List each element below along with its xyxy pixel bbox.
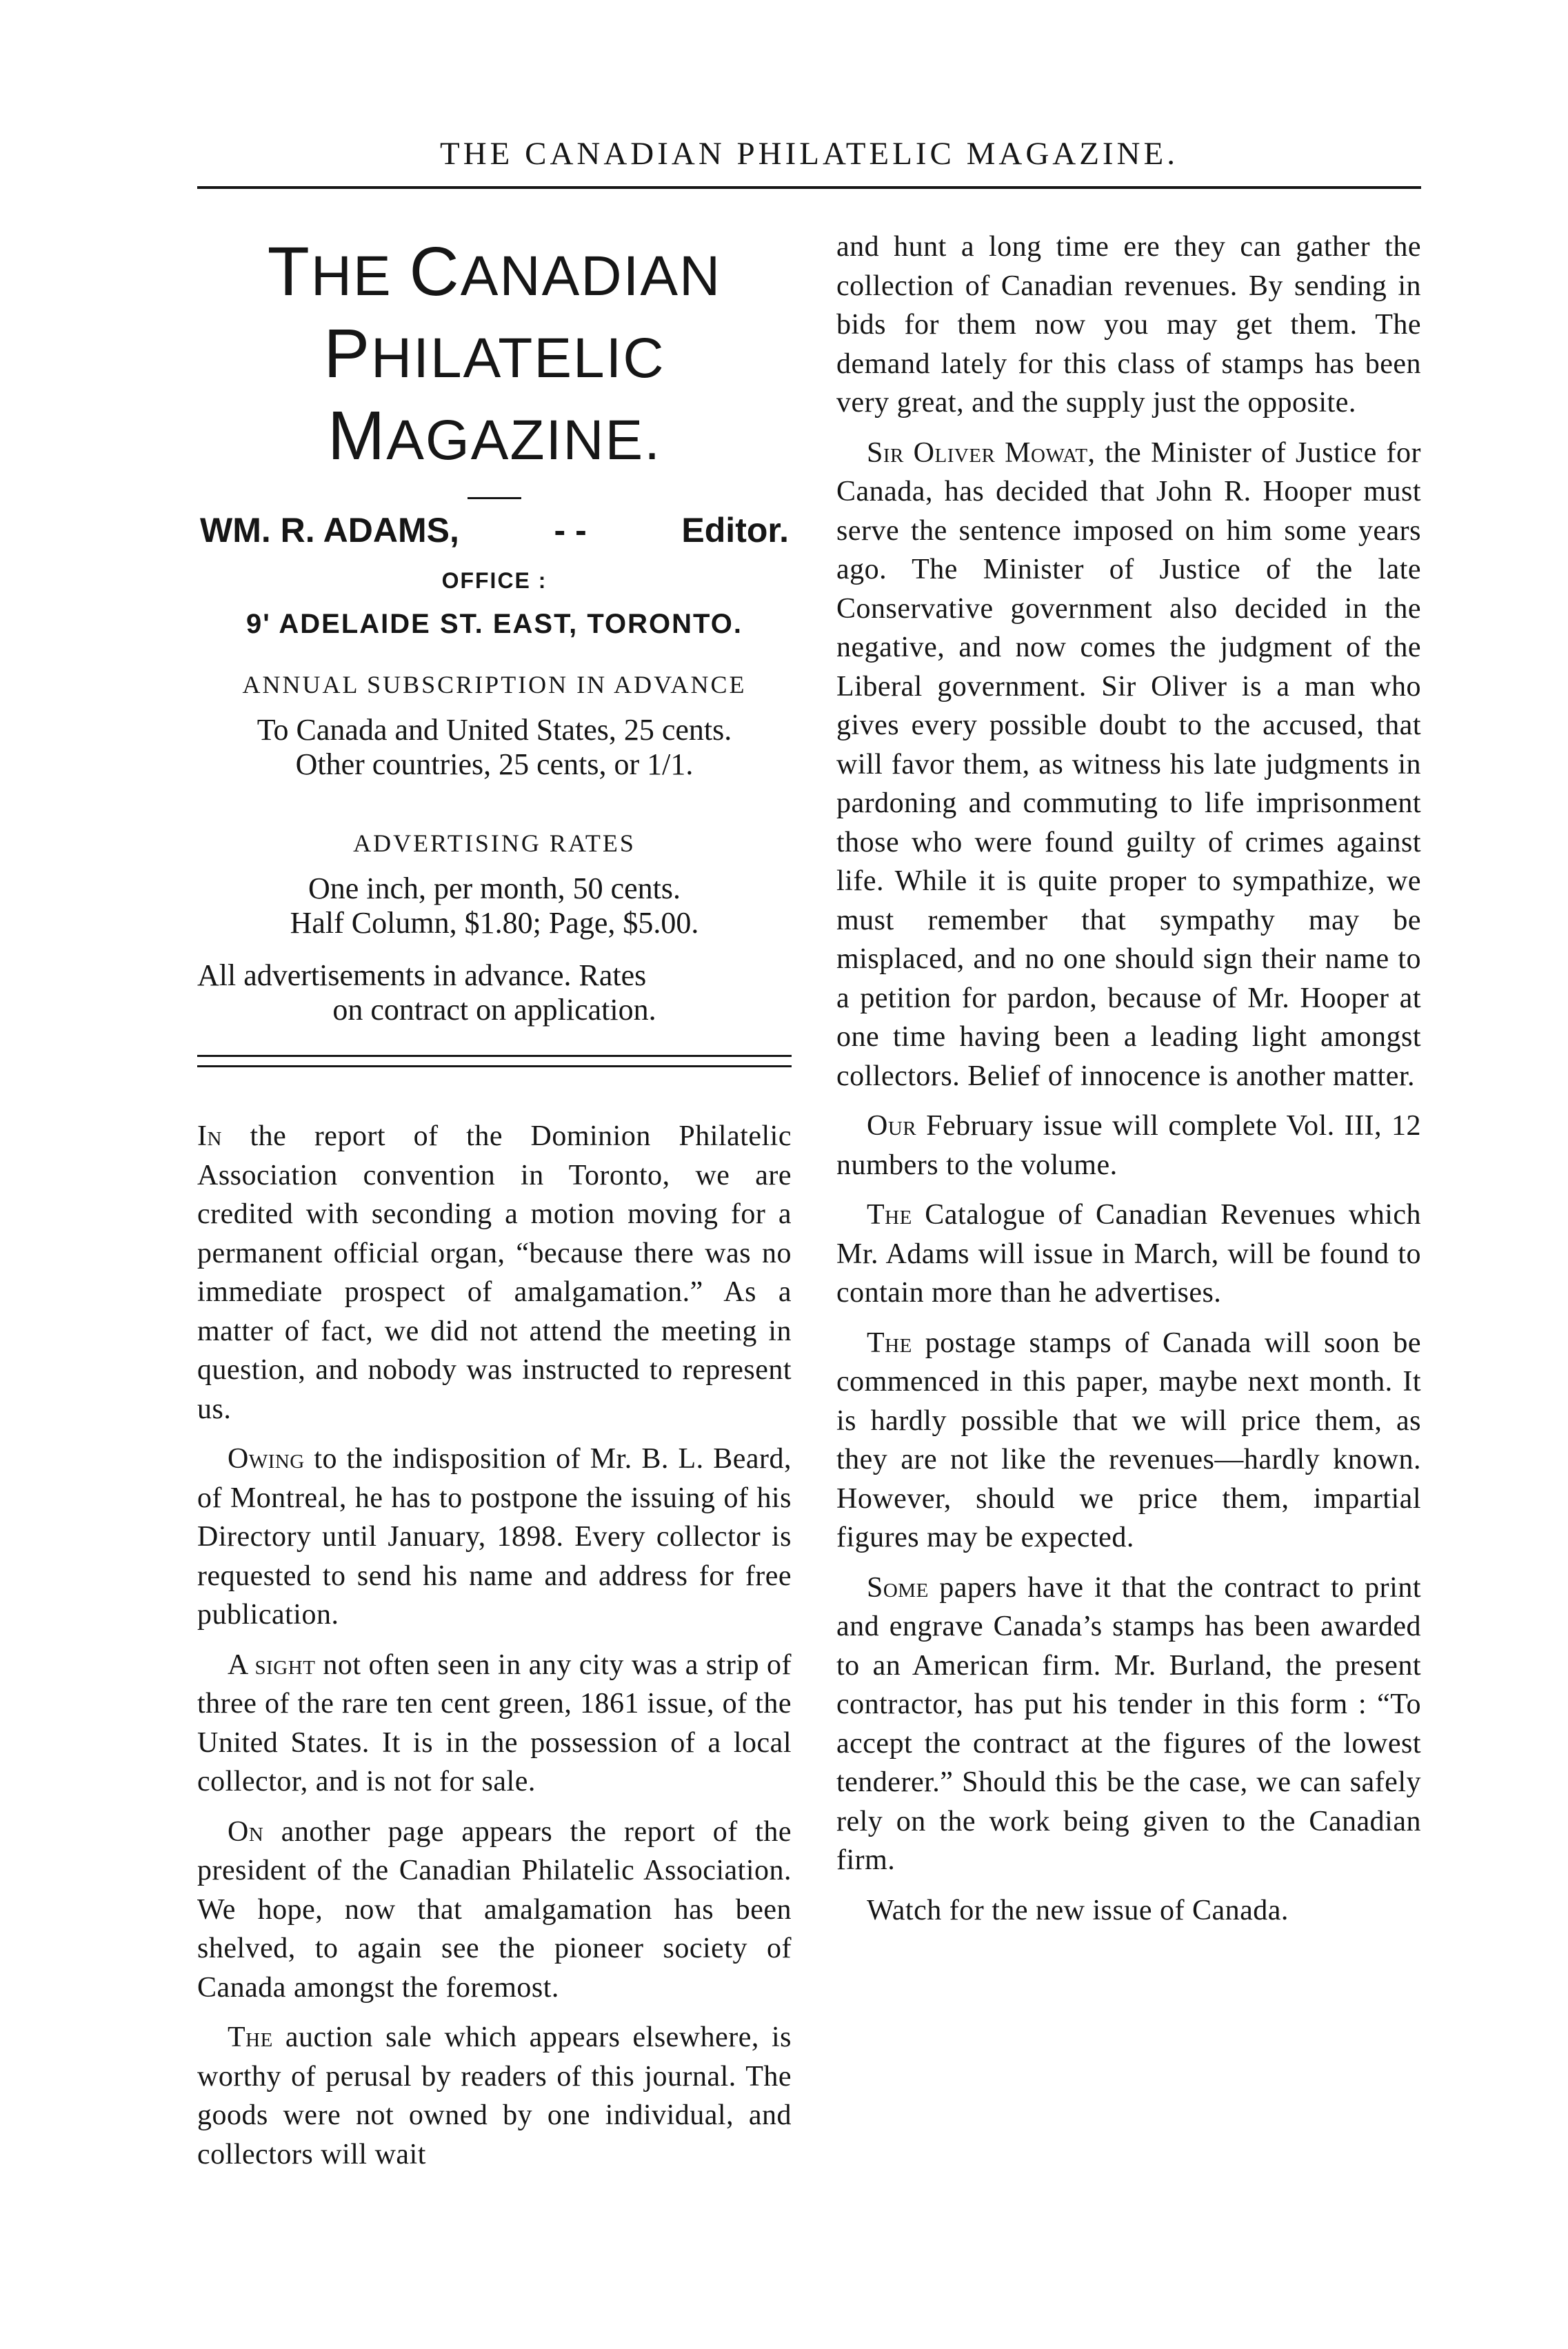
- article-paragraph: On another page appears the report of the president of the Canadian Philatelic Association. We hope, now that amalgamation has been shelved, to again see the pioneer society of Canada amongst the foremost.: [197, 1815, 792, 2004]
- masthead-title-line2: PHILATELIC MAGAZINE.: [323, 315, 665, 474]
- editor-line: [197, 510, 792, 550]
- advertising-heading: ADVERTISING RATES: [353, 829, 636, 857]
- header-rule: [197, 186, 1421, 189]
- article-paragraph: The auction sale which appears elsewhere, is worthy of perusal by readers of this journal. The goods were not owned by one individual, and collectors will wait: [197, 2022, 792, 2170]
- article-paragraph: In the report of the Dominion Philatelic Association convention in Toronto, we are credited with seconding a motion moving for a permanent official organ, “because there was no immediate prospect of amalgamation.” As a matter of fact, we did not attend the meeting in question, and nobody was instructed to represent us.: [197, 1120, 792, 1425]
- left-articles: [197, 1117, 792, 2174]
- left-column: [197, 228, 792, 2185]
- article-paragraph: Some papers have it that the contract to print and engrave Canada’s stamps has been awarded to an American firm. Mr. Burland, the present contractor, has put his tender in this form : “To accept the contract at the figures of the lowest tenderer.” Should this be the case, we can safely rely on the work being given to the Canadian firm.: [836, 1571, 1421, 1876]
- article-paragraph: A sight not often seen in any city was a strip of three of the rare ten cent green, 1861 issue, of the United States. It is in the possession of a local collector, and is not for sale.: [197, 1649, 792, 1797]
- article-paragraph: Owing to the indisposition of Mr. B. L. Beard, of Montreal, he has to postpone the issuing of his Directory until January, 1898. Every collector is requested to send his name and address for free publication.: [197, 1443, 792, 1631]
- office-address: 9' ADELAIDE ST. EAST, TORONTO.: [246, 609, 743, 639]
- right-column: [836, 228, 1421, 1941]
- advertising-line: One inch, per month, 50 cents.: [308, 871, 681, 905]
- masthead-title: [197, 233, 792, 479]
- masthead-title-line1: THE CANADIAN: [267, 233, 722, 310]
- office-label: OFFICE :: [441, 568, 547, 593]
- running-head: THE CANADIAN PHILATELIC MAGAZINE.: [440, 136, 1178, 172]
- article-paragraph: The postage stamps of Canada will soon be commenced in this paper, maybe next month. It is hardly possible that we will price them, as they are not like the revenues—hardly known. However, should we price them, impartial figures may be expected.: [836, 1327, 1421, 1553]
- advertising-terms: on contract on application.: [332, 993, 656, 1027]
- article-paragraph: Sir Oliver Mowat, the Minister of Justice for Canada, has decided that John R. Hooper must serve the sentence imposed on him some years ago. The Minister of Justice of the late Conservative government also decided in the negative, and now comes the judgment of the Liberal government. Sir Oliver is a man who gives every possible doubt to the accused, that will favor them, as witness his late judgments in pardoning and commuting to life imprisonment those who were found guilty of crimes against life. While it is quite proper to sympathize, we must remember that sympathy may be misplaced, and no one should sign their name to a petition for pardon, because of Mr. Hooper at one time having been a leading light amongst collectors. Belief of innocence is another matter.: [836, 436, 1421, 1092]
- advertising-terms: All advertisements in advance. Rates: [197, 958, 647, 992]
- article-paragraph: The Catalogue of Canadian Revenues which Mr. Adams will issue in March, will be found to contain more than he advertises.: [836, 1199, 1421, 1309]
- article-paragraph: Our February issue will complete Vol. III, 12 numbers to the volume.: [836, 1110, 1421, 1181]
- editor-role: Editor.: [681, 511, 789, 550]
- editor-dashes: - -: [554, 511, 587, 550]
- subscription-heading: ANNUAL SUBSCRIPTION IN ADVANCE: [242, 671, 747, 698]
- masthead-divider: [468, 497, 521, 499]
- subscription-line: To Canada and United States, 25 cents.: [257, 713, 732, 747]
- subscription-line: Other countries, 25 cents, or 1/1.: [295, 747, 694, 781]
- article-paragraph: and hunt a long time ere they can gather the collection of Canadian revenues. By sending in bids for them now you may get them. The demand lately for this class of stamps has been very great, and the supply just the opposite.: [836, 231, 1421, 419]
- article-paragraph: Watch for the new issue of Canada.: [867, 1894, 1289, 1926]
- advertising-line: Half Column, $1.80; Page, $5.00.: [290, 906, 699, 940]
- editor-name: WM. R. ADAMS,: [200, 511, 459, 550]
- section-double-rule: [197, 1055, 792, 1067]
